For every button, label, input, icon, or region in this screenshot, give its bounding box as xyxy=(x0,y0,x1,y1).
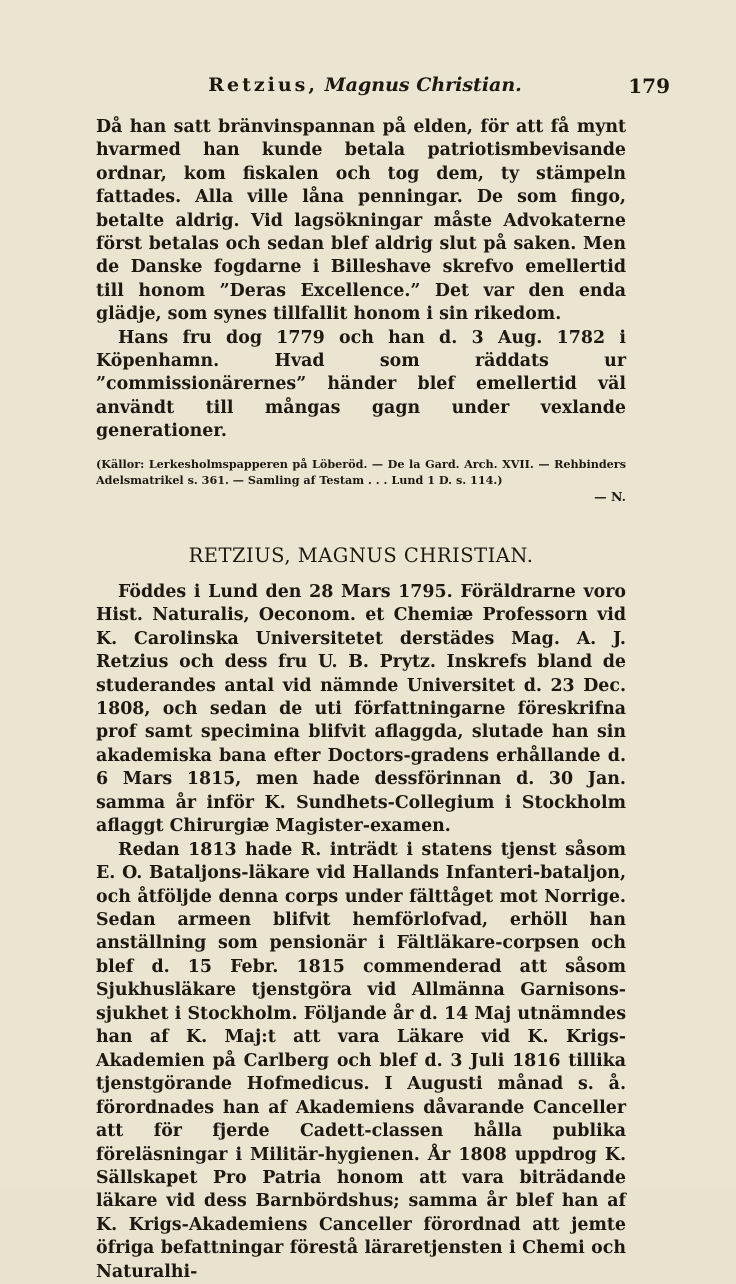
running-head-title xyxy=(60,74,670,96)
page-body xyxy=(96,116,626,1284)
body-paragraph: Redan 1813 hade R. inträdt i statens tjenst såsom E. O. Bataljons-läkare vid Hallands Infanteri-bataljon, och åtföljde denna corps under fälttåget mot Norrige. Sedan armeen blifvit hemförlofvad, erhöll han anställning som pensionär i Fältläkare-corpsen och blef d. 15 Febr. 1815 commenderad att såsom Sjukhusläkare tjenstgöra vid Allmänna Garnisons-sjukhet i Stockholm. Följande år d. 14 Maj utnämndes han af K. Maj:t att vara Läkare vid K. Krigs-Akademien på Carlberg och blef d. 3 Juli 1816 tillika tjenstgörande Hofmedicus. I Augusti månad s. å. förordnades han af Akademiens dåvarande Canceller att för fjerde Cadett-classen hålla publika föreläsningar i Militär-hygienen. År 1808 uppdrog K. Sällskapet Pro Patria honom att vara biträdande läkare vid dess Barnbördshus; samma år blef han af K. Krigs-Akademiens Canceller förordnad att jemte öfriga befattningar förestå läraretjensten i Chemi och Naturalhi- xyxy=(96,839,626,1282)
page-number: 179 xyxy=(628,74,670,98)
author-signature: — N. xyxy=(594,488,626,504)
biography-entry xyxy=(96,544,626,1284)
body-paragraph: Då han satt bränvinspannan på elden, för att få mynt hvarmed han kunde betala patriotismbevisande ordnar, kom fiskalen och tog dem, ty stämpeln fattades. Alla ville låna penningar. De som fingo, betalte aldrig. Vid lagsökningar måste Advokaterne först betalas och sedan blef aldrig slut på saken. Men de Danske fogdarne i Billeshave skrefvo emellertid till honom ”Deras Excellence.” Det var den enda glädje, som synes tillfallit honom i sin rikedom. xyxy=(96,117,626,325)
body-paragraph: Föddes i Lund den 28 Mars 1795. Föräldrarne voro Hist. Naturalis, Oeconom. et Chemiæ Professorn vid K. Carolinska Universitetet derstädes Mag. A. J. Retzius och dess fru U. B. Prytz. Inskrefs bland de studerandes antal vid nämnde Universitet d. 23 Dec. 1808, och sedan de uti författningarne föreskrifna prof samt specimina blifvit aflaggda, slutade han sin akademiska bana efter Doctors-gradens erhållande d. 6 Mars 1815, men hade dessförinnan d. 30 Jan. samma år inför K. Sundhets-Collegium i Stockholm aflaggt Chirurgiæ Magister-examen. xyxy=(96,581,626,837)
body-paragraph: Hans fru dog 1779 och han d. 3 Aug. 1782 i Köpenhamn. Hvad som räddats ur ”commissionärernes” händer blef emellertid väl användt till mångas gagn under vexlande generationer. xyxy=(96,327,626,442)
running-header xyxy=(60,74,670,104)
running-head-given-name: Magnus Christian. xyxy=(324,74,522,96)
entry-title: RETZIUS, MAGNUS CHRISTIAN. xyxy=(188,543,534,567)
running-head-surname: Retzius, xyxy=(208,74,318,96)
previous-entry-ending xyxy=(96,116,626,506)
sources-note: (Källor: Lerkesholmspapperen på Löberöd. — De la Gard. Arch. XVII. — Rehbinders Adelsmatrikel s. 361. — Samling af Testam . . . Lund 1 D. s. 114.) xyxy=(96,456,626,487)
